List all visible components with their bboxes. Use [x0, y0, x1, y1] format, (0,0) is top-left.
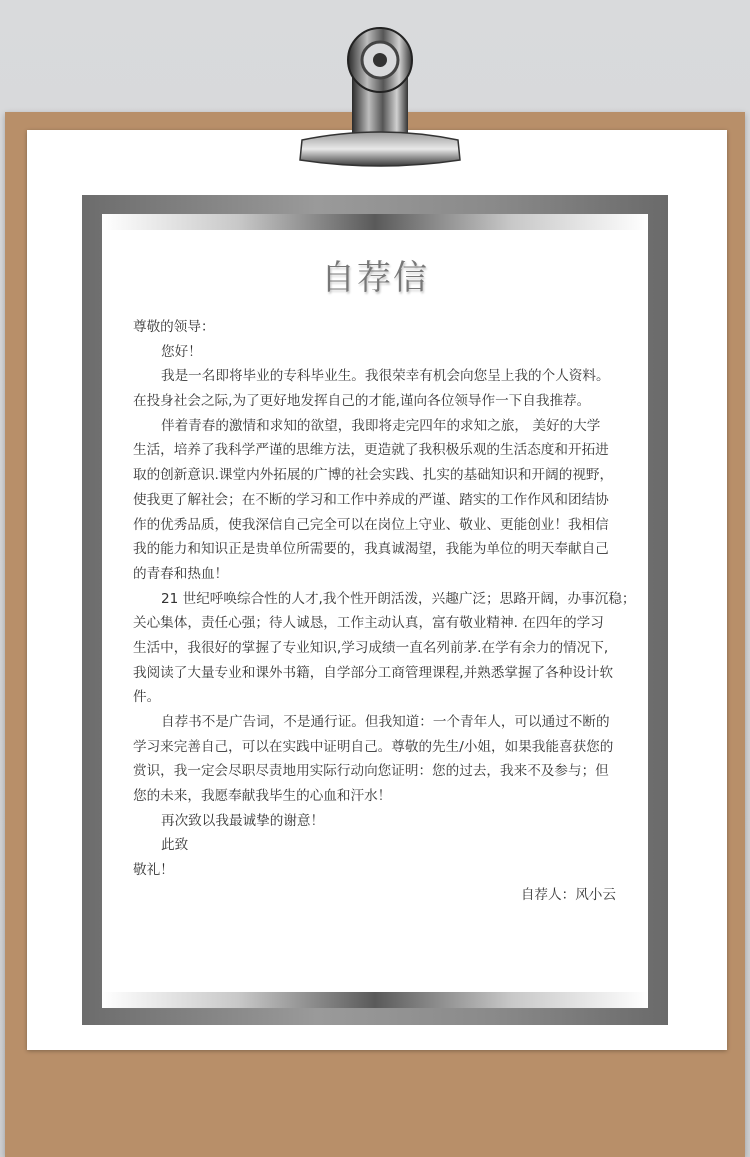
binder-clip-icon: [296, 24, 464, 170]
letter-title: 自荐信: [321, 258, 429, 298]
paragraph-2-line: 生活，培养了我科学严谨的思维方法，更造就了我积极乐观的生活态度和开拓进: [133, 442, 609, 459]
paragraph-4-line: 您的未来，我愿奉献我毕生的心血和汗水！: [133, 788, 392, 805]
paragraph-3-line: 生活中，我很好的掌握了专业知识,学习成绩一直名列前茅.在学有余力的情况下,: [133, 639, 609, 656]
paragraph-3-line: 21 世纪呼唤综合性的人才,我个性开朗活泼，兴趣广泛；思路开阔，办事沉稳；: [161, 590, 636, 607]
salutation: 尊敬的领导：: [133, 319, 215, 335]
letter-page: [102, 214, 648, 1008]
paragraph-3-line: 我阅读了大量专业和课外书籍，自学部分工商管理课程,并熟悉掌握了各种设计软: [133, 664, 614, 681]
paragraph-2-line: 的青春和热血！: [133, 565, 229, 582]
paragraph-1-line: 在投身社会之际,为了更好地发挥自己的才能,谨向各位领导作一下自我推荐。: [133, 393, 591, 410]
paragraph-2-line: 使我更了解社会；在不断的学习和工作中养成的严谨、踏实的工作作风和团结协: [133, 491, 609, 508]
paragraph-4-line: 自荐书不是广告词，不是通行证。但我知道：一个青年人，可以通过不断的: [161, 714, 610, 730]
paragraph-3-line: 件。: [133, 689, 161, 706]
paragraph-2-line: 作的优秀品质，使我深信自己完全可以在岗位上守业、敬业、更能创业！我相信: [133, 516, 609, 533]
closing-2: 敬礼！: [133, 862, 174, 879]
bottom-gradient-bar: [102, 992, 648, 1008]
greeting: 您好！: [161, 343, 202, 360]
closing-1: 此致: [161, 837, 189, 854]
top-gradient-bar: [102, 214, 648, 230]
paragraph-1-line: 我是一名即将毕业的专科毕业生。我很荣幸有机会向您呈上我的个人资料。: [161, 368, 610, 385]
paragraph-3-line: 关心集体，责任心强；待人诚恳，工作主动认真，富有敬业精神. 在四年的学习: [133, 615, 604, 632]
paragraph-2-line: 取的创新意识.课堂内外拓展的广博的社会实践、扎实的基础知识和开阔的视野，: [133, 467, 614, 484]
paragraph-4-line: 赏识，我一定会尽职尽责地用实际行动向您证明：您的过去，我来不及参与；但: [133, 763, 609, 780]
signature: 自荐人：风小云: [520, 886, 616, 903]
letter-body: [133, 315, 648, 908]
paragraph-4-line: 学习来完善自己，可以在实践中证明自己。尊敬的先生/小姐，如果我能喜获您的: [133, 738, 614, 755]
paragraph-2-line: 我的能力和知识正是贵单位所需要的，我真诚渴望，我能为单位的明天奉献自己: [133, 541, 609, 558]
paragraph-2-line: 伴着青春的激情和求知的欲望，我即将走完四年的求知之旅， 美好的大学: [161, 417, 601, 434]
thanks: 再次致以我最诚挚的谢意！: [161, 812, 325, 829]
